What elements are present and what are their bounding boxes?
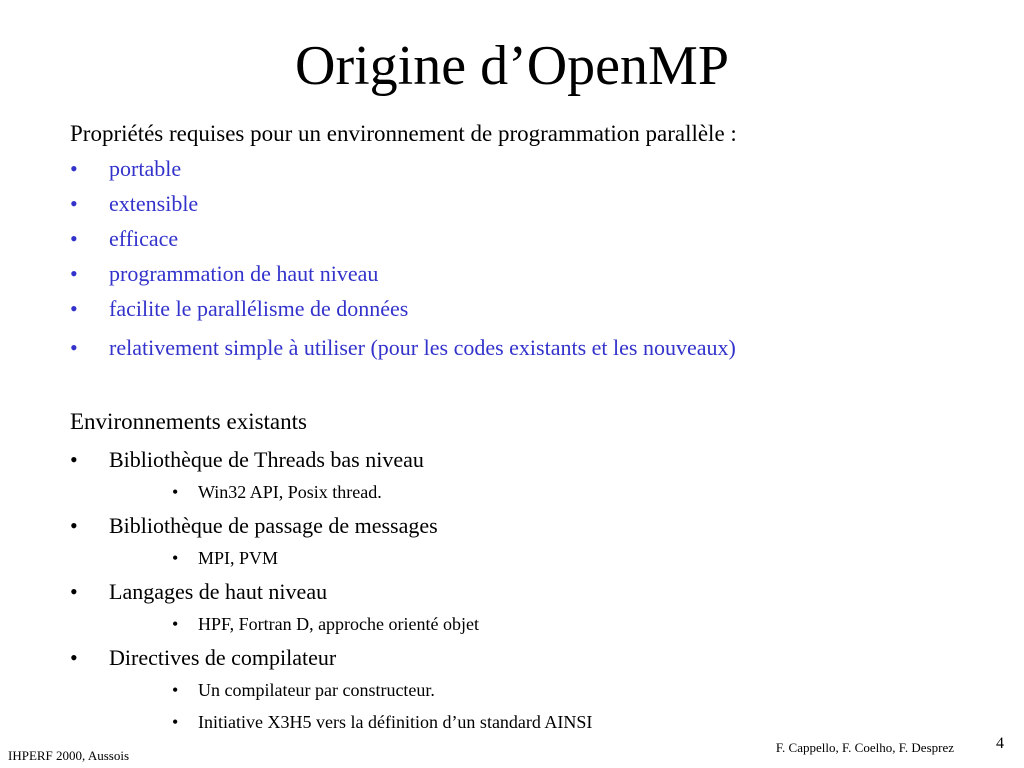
environment-label: Bibliothèque de Threads bas niveau <box>109 447 424 472</box>
property-label: portable <box>109 156 182 181</box>
bullet-icon: • <box>70 156 78 181</box>
page-number: 4 <box>996 735 1004 752</box>
slide-title: Origine d’OpenMP <box>295 35 729 97</box>
environment-label: Bibliothèque de passage de messages <box>109 513 438 538</box>
bullet-icon: • <box>70 645 78 670</box>
bullet-icon: • <box>70 261 78 286</box>
property-label: facilite le parallélisme de données <box>109 296 409 321</box>
footer-conference: IHPERF 2000, Aussois <box>8 748 129 763</box>
bullet-icon: • <box>70 447 78 472</box>
bullet-icon: • <box>70 335 78 360</box>
bullet-icon: • <box>172 482 179 502</box>
bullet-icon: • <box>70 513 78 538</box>
environment-sublabel: MPI, PVM <box>198 548 279 568</box>
property-label: efficace <box>109 226 179 251</box>
environment-sublabel: HPF, Fortran D, approche orienté objet <box>198 614 479 634</box>
bullet-icon: • <box>172 614 179 634</box>
environment-sublabel: Win32 API, Posix thread. <box>198 482 382 502</box>
bullet-icon: • <box>70 191 78 216</box>
bullet-icon: • <box>172 548 179 568</box>
property-label: programmation de haut niveau <box>109 261 379 286</box>
property-label: extensible <box>109 191 199 216</box>
bullet-icon: • <box>70 296 78 321</box>
footer-authors: F. Cappello, F. Coelho, F. Desprez <box>775 740 954 755</box>
bullet-icon: • <box>70 579 78 604</box>
property-label: relativement simple à utiliser (pour les codes existants et les nouveaux) <box>109 335 736 360</box>
environment-label: Directives de compilateur <box>109 645 337 670</box>
environment-sublabel: Un compilateur par constructeur. <box>198 680 435 700</box>
bullet-icon: • <box>70 226 78 251</box>
environment-label: Langages de haut niveau <box>109 579 328 604</box>
intro-text: Propriétés requises pour un environnement de programmation parallèle : <box>70 121 737 146</box>
bullet-icon: • <box>172 712 179 732</box>
section-heading: Environnements existants <box>70 409 307 434</box>
bullet-icon: • <box>172 680 179 700</box>
environment-sublabel: Initiative X3H5 vers la définition d’un standard AINSI <box>198 712 593 732</box>
